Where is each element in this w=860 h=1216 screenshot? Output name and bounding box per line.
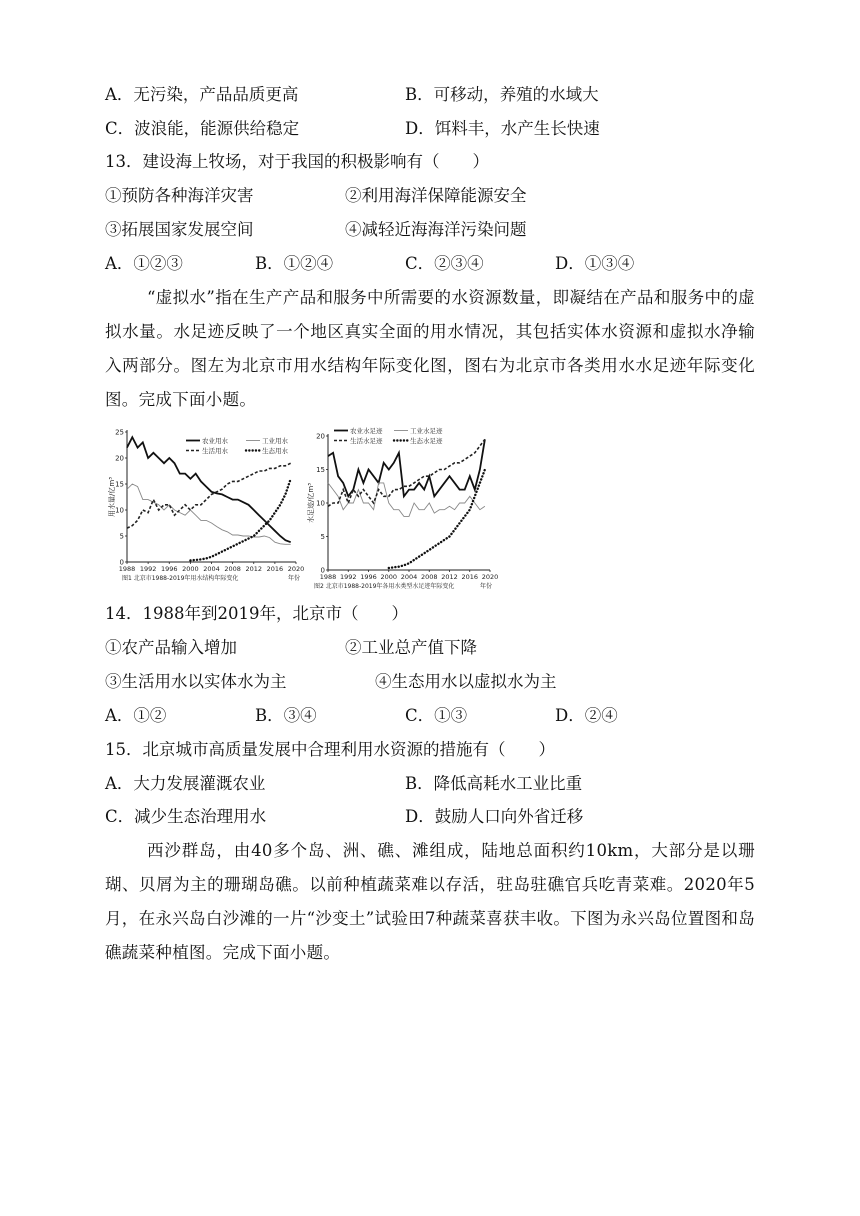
chart-title: 图1 北京市1988-2019年用水结构年际变化 — [122, 575, 239, 582]
y-tick-label: 25 — [115, 428, 124, 437]
y-tick-label: 20 — [115, 454, 124, 463]
y-tick-label: 20 — [316, 432, 325, 441]
figure-1 — [108, 422, 308, 590]
q12-option-d: D．饵料丰，水产生长快速 — [405, 119, 600, 138]
q15-option-c: C．减少生态治理用水 — [105, 807, 267, 826]
legend-label: 农业用水 — [202, 437, 228, 445]
x-tick-label: 2000 — [182, 565, 199, 573]
x-tick-label: 2020 — [287, 565, 305, 573]
series-line-2 — [127, 484, 291, 544]
q15-option-a: A．大力发展灌溉农业 — [105, 774, 266, 793]
x-tick-label: 2008 — [224, 565, 241, 573]
q15-option-d: D．鼓励人口向外省迁移 — [405, 807, 584, 826]
passage-xisha: 西沙群岛，由40多个岛、洲、礁、滩组成，陆地总面积约10km，大部分是以珊瑚、贝屑为主的珊瑚岛礁。以前种植蔬菜难以存活，驻岛驻礁官兵吃青菜难。2020年5月，在永兴岛白沙滩的一片“沙变土”试验田7种蔬菜喜获丰收。下图为永兴岛位置图和岛礁蔬菜种植图。完成下面小题。 — [105, 841, 755, 962]
series-line-4 — [190, 479, 290, 561]
x-tick-label: 2000 — [380, 573, 398, 581]
passage-virtual-water: “虚拟水”指在生产产品和服务中所需要的水资源数量，即凝结在产品和服务中的虚拟水量。水足迹反映了一个地区真实全面的用水情况，其包括实体水资源和虚拟水净输入两部分。图左为北京市用水结构年际变化图，图右为北京市各类用水水足迹年际变化图。完成下面小题。 — [105, 288, 755, 409]
q14-statement-1: ①农产品输入增加 — [105, 638, 237, 657]
q14-option-a: A．①② — [105, 706, 167, 725]
q12-option-c: C．波浪能，能源供给稳定 — [105, 119, 300, 138]
q12-option-a: A．无污染，产品品质更高 — [105, 85, 299, 104]
legend-label: 工业用水 — [262, 437, 288, 445]
x-tick-label: 2012 — [245, 565, 263, 573]
y-tick-label: 15 — [316, 466, 325, 474]
q13-option-c: C．②③④ — [405, 254, 484, 273]
x-tick-label: 2016 — [461, 573, 479, 581]
legend-label: 生活水足迹 — [350, 437, 383, 445]
x-tick-label: 2012 — [441, 573, 458, 581]
legend-label: 生态水足迹 — [410, 437, 443, 445]
q13-option-b: B．①②④ — [255, 254, 334, 273]
x-tick-label: 2020 — [481, 573, 499, 581]
y-tick-label: 10 — [316, 499, 325, 508]
chart-title: 图2 北京市1988-2019年各用水类型水足迹年际变化 — [314, 583, 455, 590]
q15-option-b: B．降低高耗水工业比重 — [405, 774, 583, 793]
series-line-2 — [328, 483, 485, 517]
q14-statement-2: ②工业总产值下降 — [345, 638, 477, 657]
x-tick-label: 1996 — [160, 565, 178, 573]
q14-statement-3: ③生活用水以实体水为主 — [105, 672, 287, 691]
x-tick-label: 1996 — [360, 573, 377, 581]
legend-label: 工业水足迹 — [410, 427, 443, 435]
y-axis-label: 水足迹/亿m³ — [307, 483, 315, 523]
x-tick-label: 1988 — [118, 565, 136, 573]
q14-option-c: C．①③ — [405, 706, 468, 725]
q13-stem: 13．建设海上牧场，对于我国的积极影响有（ ） — [105, 152, 489, 171]
legend-label: 农业水足迹 — [350, 427, 383, 435]
y-tick-label: 0 — [119, 558, 124, 567]
q14-option-b: B．③④ — [255, 706, 317, 725]
x-tick-label: 2008 — [420, 573, 438, 581]
q14-option-d: D．②④ — [555, 706, 618, 725]
q13-option-a: A．①②③ — [105, 254, 183, 273]
legend-label: 生态用水 — [262, 447, 288, 455]
x-tick-label: 1992 — [339, 573, 357, 581]
q13-statement-3: ③拓展国家发展空间 — [105, 220, 254, 239]
x-tick-label: 2004 — [203, 565, 220, 573]
y-tick-label: 0 — [320, 566, 325, 575]
y-tick-label: 10 — [115, 506, 124, 515]
q13-statement-1: ①预防各种海洋灾害 — [105, 186, 254, 205]
y-tick-label: 15 — [115, 480, 124, 489]
figure-2 — [308, 422, 508, 590]
q13-statement-2: ②利用海洋保障能源安全 — [345, 186, 527, 205]
y-axis-label: 用水量/亿m³ — [108, 477, 116, 517]
q14-stem: 14．1988年到2019年，北京市（ ） — [105, 604, 408, 623]
x-tick-label: 1988 — [319, 573, 337, 581]
q14-statement-4: ④生态用水以虚拟水为主 — [375, 672, 557, 691]
x-axis-label: 年份 — [480, 583, 493, 590]
x-axis-label: 年份 — [288, 575, 301, 582]
series-line-3 — [328, 439, 485, 506]
x-tick-label: 2016 — [266, 565, 284, 573]
q13-statement-4: ④减轻近海海洋污染问题 — [345, 220, 527, 239]
chart-water-use-structure — [108, 422, 308, 590]
x-tick-label: 2004 — [400, 573, 418, 581]
chart-water-footprint — [308, 422, 508, 590]
legend-label: 生活用水 — [202, 447, 228, 455]
q15-stem: 15．北京城市高质量发展中合理利用水资源的措施有（ ） — [105, 740, 555, 759]
series-line-1 — [328, 439, 485, 496]
q13-option-d: D．①③④ — [555, 254, 635, 273]
q12-option-b: B．可移动，养殖的水域大 — [405, 85, 599, 104]
y-tick-label: 5 — [320, 533, 325, 541]
series-line-3 — [127, 463, 291, 528]
y-tick-label: 5 — [119, 532, 124, 541]
x-tick-label: 1992 — [139, 565, 157, 573]
